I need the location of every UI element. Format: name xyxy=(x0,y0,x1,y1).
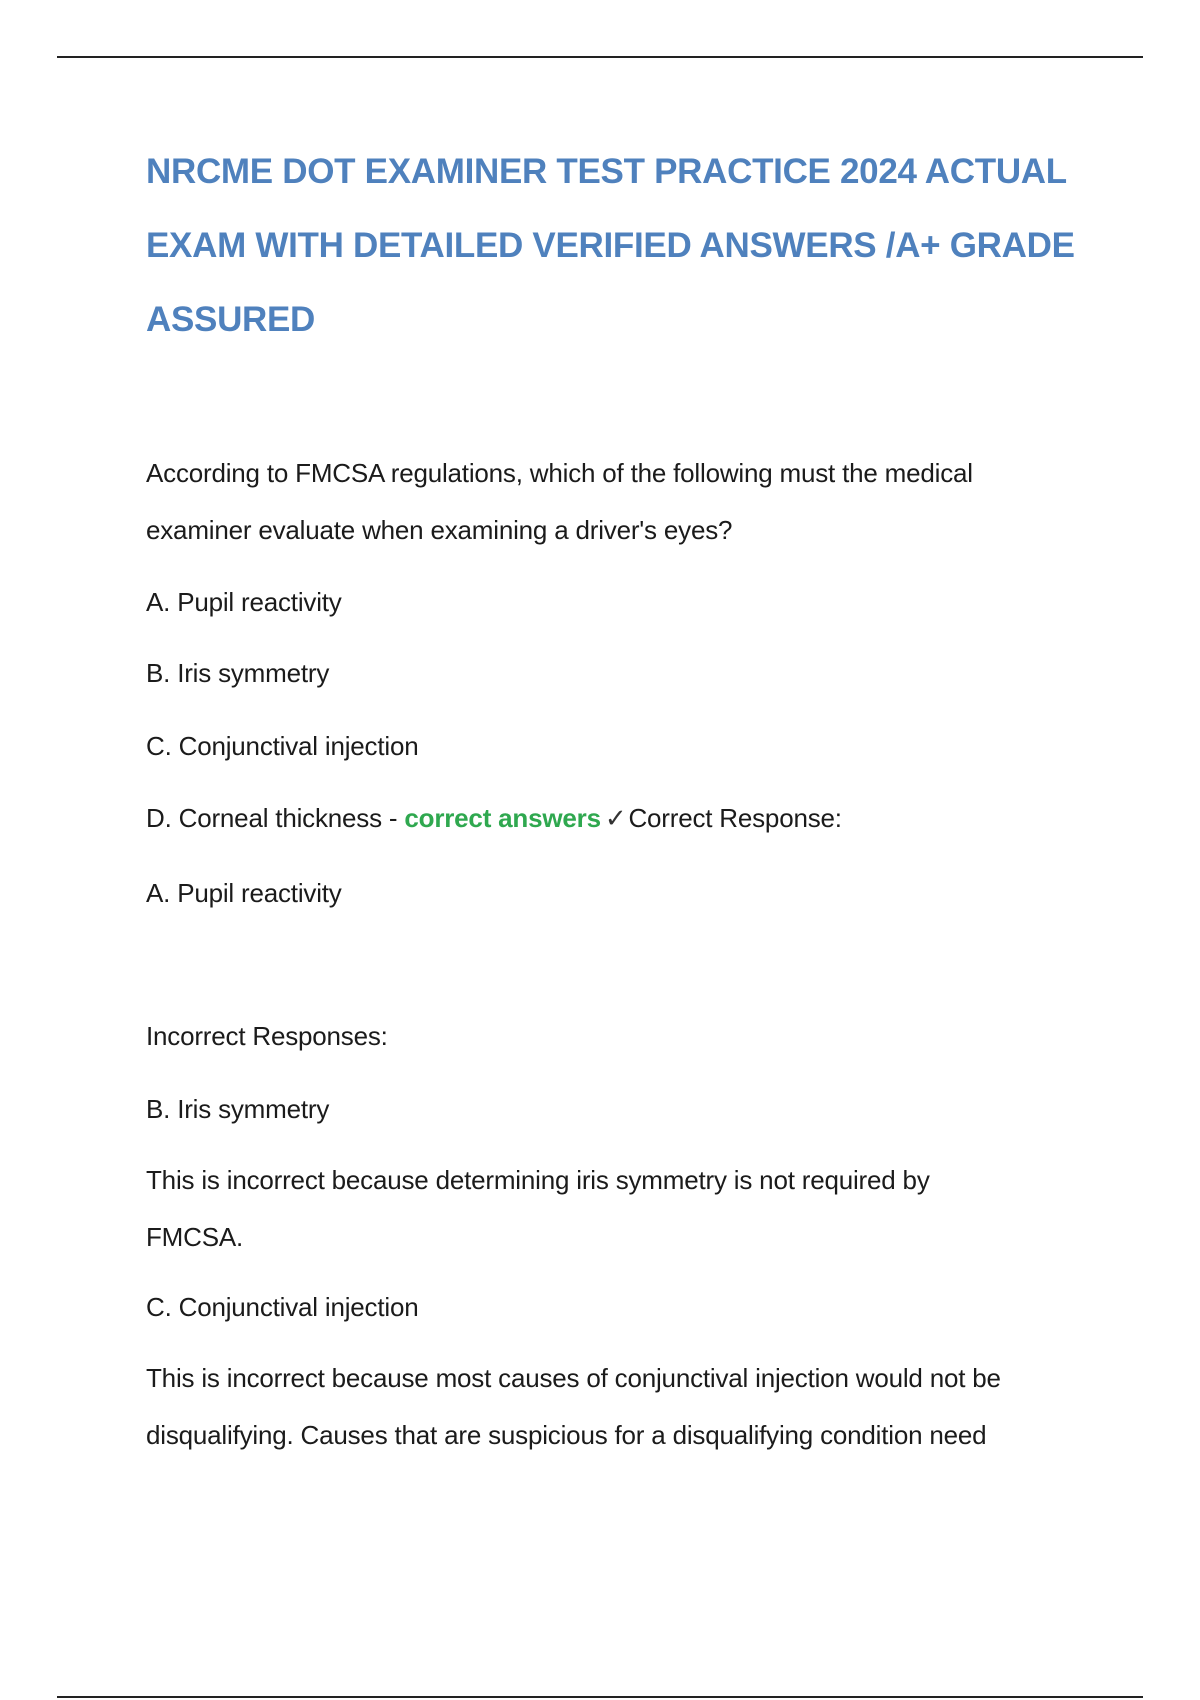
option-d: D. Corneal thickness - xyxy=(146,803,405,833)
incorrect-responses-label: Incorrect Responses: xyxy=(146,1021,388,1051)
header-rule xyxy=(57,56,1143,58)
incorrect-option-c: C. Conjunctival injection xyxy=(146,1292,419,1322)
document-title xyxy=(146,135,1096,357)
incorrect-option-b: B. Iris symmetry xyxy=(146,1094,330,1124)
option-b: B. Iris symmetry xyxy=(146,658,330,688)
option-c: C. Conjunctival injection xyxy=(146,731,419,761)
correct-response-value: A. Pupil reactivity xyxy=(146,878,342,908)
footer-rule xyxy=(57,1696,1143,1698)
correct-answers-marker: correct answers xyxy=(404,803,601,833)
option-a: A. Pupil reactivity xyxy=(146,587,342,617)
option-d-line xyxy=(146,803,1126,834)
incorrect-b-explanation-line-2: FMCSA. xyxy=(146,1222,244,1252)
incorrect-c-explanation-line-1: This is incorrect because most causes of conjunctival injection would not be xyxy=(146,1363,1001,1393)
title-line-3: ASSURED xyxy=(146,300,316,339)
question-line-1: According to FMCSA regulations, which of the following must the medical xyxy=(146,458,973,488)
checkmark-icon: ✓ xyxy=(604,804,627,834)
title-line-2: EXAM WITH DETAILED VERIFIED ANSWERS /A+ GRADE xyxy=(146,226,1075,265)
title-line-1: NRCME DOT EXAMINER TEST PRACTICE 2024 ACTUAL xyxy=(146,152,1067,191)
question-line-2: examiner evaluate when examining a driver's eyes? xyxy=(146,515,733,545)
correct-response-label: Correct Response: xyxy=(628,803,842,833)
incorrect-b-explanation-line-1: This is incorrect because determining iris symmetry is not required by xyxy=(146,1165,930,1195)
incorrect-c-explanation-line-2: disqualifying. Causes that are suspicious for a disqualifying condition need xyxy=(146,1420,987,1450)
